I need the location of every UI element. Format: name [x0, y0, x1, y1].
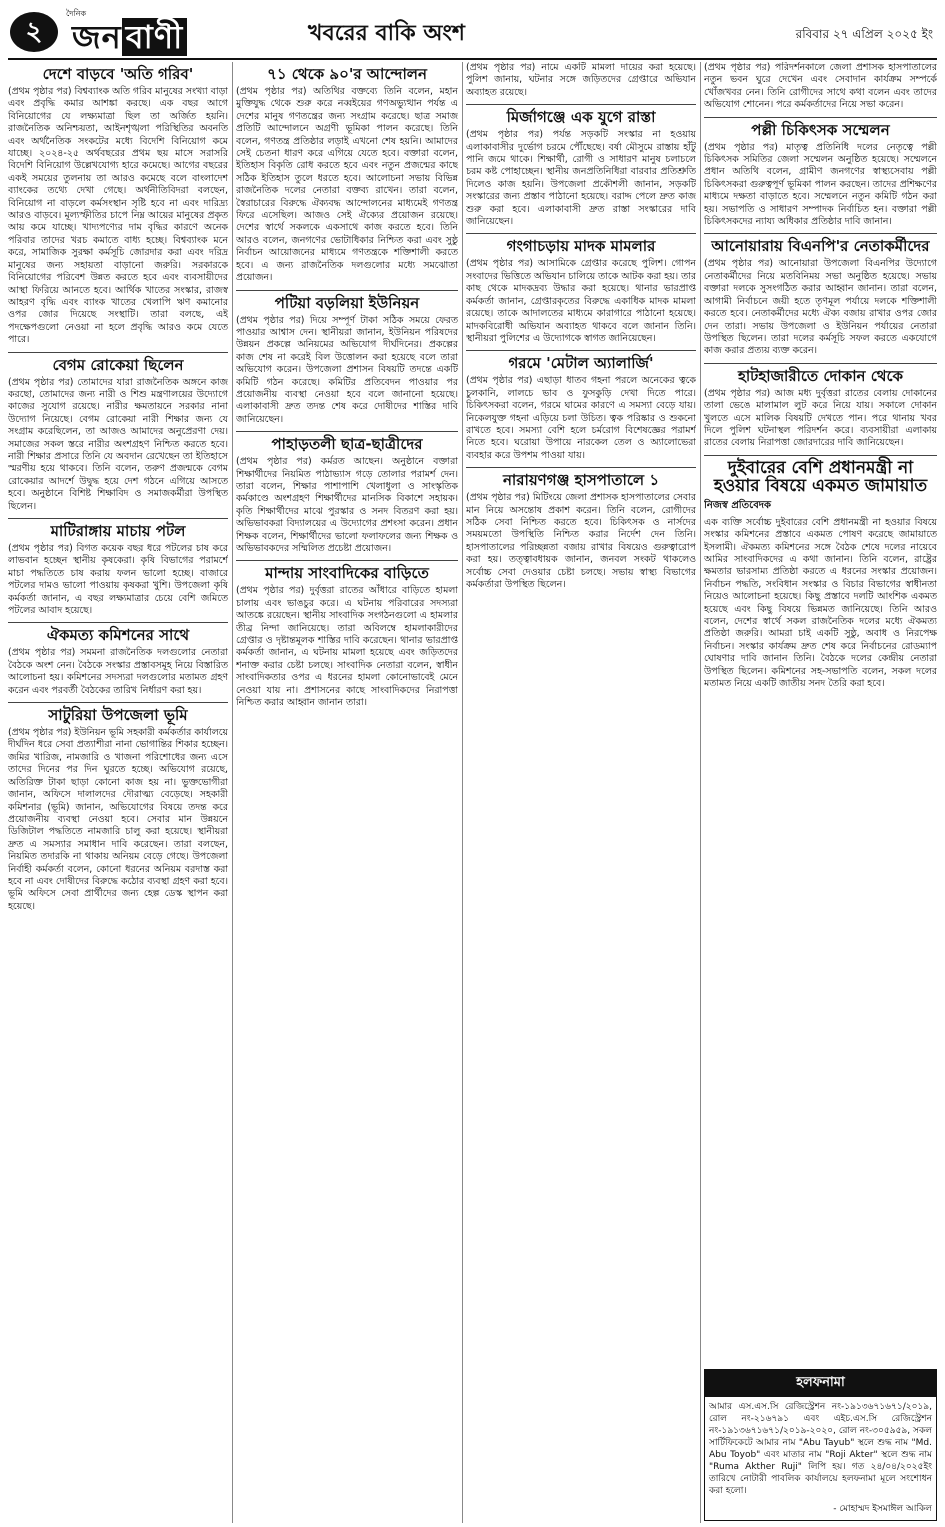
article-headline: মান্দায় সাংবাদিকের বাড়িতে [236, 560, 458, 582]
article-body: (প্রথম পৃষ্ঠার পর) আজ মধ্য দুর্বৃত্তরা রাতের বেলায় দোকানের তালা ভেঙে মালামাল লুট করে নিয়ে যায়। সকালে দোকান খুলতে এসে মালিক বিষয়টি দেখতে পান। পরে থানায় খবর দিলে পুলিশ ঘটনাস্থল পরিদর্শন করে। ব্যবসায়ীরা এলাকায় রাতের বেলায় নিরাপত্তা জোরদারের দাবি জানিয়েছেন। [704, 387, 937, 449]
article [236, 65, 458, 285]
affidavit-notice [704, 1369, 937, 1521]
issue-date: রবিবার ২৭ এপ্রিল ২০২৫ ইং [795, 27, 933, 41]
column-divider [462, 62, 463, 1523]
column-divider [700, 62, 701, 1523]
column-4 [704, 62, 937, 1523]
article-headline: বেগম রোকেয়া ছিলেন [8, 352, 228, 374]
article-headline: গরমে 'মেটাল অ্যালার্জি' [466, 350, 696, 372]
article [466, 350, 696, 462]
column-2 [236, 62, 458, 1523]
article [8, 702, 228, 913]
article [236, 560, 458, 709]
logo-part1: জন [72, 18, 122, 56]
page-number: ২ [10, 12, 58, 52]
article-byline: নিজস্ব প্রতিবেদক [704, 499, 772, 511]
article [704, 455, 937, 691]
article-body: (প্রথম পৃষ্ঠার পর) পর্যন্ত সড়কটি সংস্কার না হওয়ায় এলাকাবাসীর দুর্ভোগ চরমে পৌঁছেছে। বর্ষা মৌসুমে রাস্তায় হাঁটু পানি জমে থাকে। শিক্ষার্থী, রোগী ও সাধারণ মানুষ চলাচলে চরম কষ্ট পোহাচ্ছেন। স্থানীয় জনপ্রতিনিধিরা বারবার প্রতিশ্রুতি দিলেও কাজ হয়নি। উপজেলা প্রকৌশলী জানান, সড়কটি সংস্কারের জন্য প্রস্তাব পাঠানো হয়েছে। বরাদ্দ পেলে দ্রুত কাজ শুরু করা হবে। এলাকাবাসী দ্রুত রাস্তা সংস্কারের দাবি জানিয়েছেন। [466, 129, 696, 228]
article [8, 65, 228, 347]
article-body: এক ব্যক্তি সর্বোচ্চ দুইবারের বেশি প্রধানমন্ত্রী না হওয়ার বিষয়ে সংস্কার কমিশনের প্রস্তাবে একমত পোষণ করেছে জামায়াতে ইসলামী। ঐকমত্য কমিশনের সঙ্গে বৈঠক শেষে দলের নায়েবে আমির সাংবাদিকদের এ কথা জানান। তিনি বলেন, রাষ্ট্রের ক্ষমতার ভারসাম্য প্রতিষ্ঠা করতে এ ধরনের সংস্কার প্রয়োজন। নির্বাচন পদ্ধতি, সংবিধান সংস্কার ও বিচার বিভাগের স্বাধীনতা নিয়েও আলোচনা হয়েছে। কিছু প্রস্তাবে দলটি আংশিক একমত হয়েছে এবং কিছু বিষয়ে ভিন্নমত জানিয়েছে। তিনি আরও বলেন, দেশের স্বার্থে সকল রাজনৈতিক দলের মধ্যে ঐকমত্য প্রতিষ্ঠা জরুরি। আমরা চাই একটি সুষ্ঠু, অবাধ ও নিরপেক্ষ নির্বাচন। সংস্কার কার্যক্রম দ্রুত শেষ করে নির্বাচনের রোডম্যাপ ঘোষণার দাবি জানান তিনি। বৈঠকে দলের কেন্দ্রীয় নেতারা উপস্থিত ছিলেন। কমিশনের সহ-সভাপতি বলেন, সকল দলের মতামত নিয়ে একটি জাতীয় সনদ তৈরি করা হবে। [704, 516, 937, 690]
notice-body: আমার এস.এস.সি রেজিস্ট্রেশন নং-১৯১৩৬৭১৬৭১/২০১৯, রোল নং-২১৬৭৯১ এবং এইচ.এস.সি রেজিস্ট্রেশন নং-১৯১৩৬৭১৬৭১/২০১৯-২০২০, রোল নং-৩০৫৯৫৯, সকল সার্টিফিকেটে আমার নাম "Abu Tayub" স্থলে শুদ্ধ নাম "Md. Abu Toyob" এবং মাতার নাম "Roji Akter" স্থলে শুদ্ধ নাম "Ruma Akther Ruji" লিপি হয়। গত ২৪/০৪/২০২৫ইং তারিখে নোটারী পাবলিক কার্যালয়ে হলফনামা মূলে সংশোধন করা হলো। [709, 1402, 932, 1496]
article [8, 622, 228, 697]
article-headline: নারায়ণগঞ্জ হাসপাতালে ১ [466, 467, 696, 489]
article [704, 233, 937, 357]
article [704, 363, 937, 450]
article-body: (প্রথম পৃষ্ঠার পর) বিগত কয়েক বছর ধরে পটলের চাষ করে লাভবান হচ্ছেন স্থানীয় কৃষকেরা। কৃষি বিভাগের পরামর্শে মাচা পদ্ধতিতে চাষ করায় ফলন ভালো হচ্ছে। বাজারে পটলের দামও ভালো পাওয়ায় কৃষকরা খুশি। উপজেলা কৃষি কর্মকর্তা জানান, এ বছর লক্ষ্যমাত্রার চেয়ে বেশি জমিতে পটলের আবাদ হয়েছে। [8, 543, 228, 617]
article-headline: পাহাড়তলী ছাত্র-ছাত্রীদের [236, 431, 458, 453]
article-body: (প্রথম পৃষ্ঠার পর) তোমাদের যারা রাজনৈতিক অঙ্গনে কাজ করছো, তোমাদের জন্য নারী ও শিশু মন্ত্রণালয়ের উদ্যোগে কাজের সুযোগ রয়েছে। নারীর ক্ষমতায়নে সরকার নানা উদ্যোগ নিয়েছে। বেগম রোকেয়া নারী শিক্ষার জন্য যে সংগ্রাম করেছিলেন, তা আজও আমাদের অনুপ্রেরণা দেয়। সমাজের সকল স্তরে নারীর অংশগ্রহণ নিশ্চিত করতে হবে। নারী শিক্ষার প্রসারে তিনি যে অবদান রেখেছেন তা ইতিহাসে স্মরণীয় হয়ে থাকবে। তিনি বলেন, তরুণ প্রজন্মকে বেগম রোকেয়ার আদর্শে উদ্বুদ্ধ হয়ে দেশ গঠনে এগিয়ে আসতে হবে। অনুষ্ঠানে বিশিষ্ট শিক্ষাবিদ ও সমাজকর্মীরা উপস্থিত ছিলেন। [8, 376, 228, 512]
article [8, 518, 228, 617]
column-1 [8, 62, 228, 1523]
article-body: (প্রথম পৃষ্ঠার পর) এছাড়া ধাতব গহনা পরলে অনেকের ত্বকে চুলকানি, লালচে ভাব ও ফুসকুড়ি দেখা দিতে পারে। চিকিৎসকরা বলেন, গরমে ঘামের কারণে এ সমস্যা বেড়ে যায়। নিকেলযুক্ত গহনা এড়িয়ে চলা উচিত। ত্বক পরিষ্কার ও শুকনো রাখতে হবে। সমস্যা বেশি হলে চর্মরোগ বিশেষজ্ঞের পরামর্শ নিতে হবে। ঘরোয়া উপায়ে নারকেল তেল ও অ্যালোভেরা ব্যবহার করে উপশম পাওয়া যায়। [466, 375, 696, 461]
logo-part2: বাণী [122, 18, 188, 56]
article-body: (প্রথম পৃষ্ঠার পর) নামে একটি মামলা দায়ের করা হয়েছে। পুলিশ জানায়, ঘটনার সঙ্গে জড়িতদের গ্রেপ্তারে অভিযান অব্যাহত রয়েছে। [466, 62, 696, 98]
article-headline: সাটুরিয়া উপজেলা ভূমি [8, 702, 228, 724]
article-body: (প্রথম পৃষ্ঠার পর) মাতৃত্ব প্রতিনিধি দলের নেতৃত্বে পল্লী চিকিৎসক সমিতির জেলা সম্মেলন অনুষ্ঠিত হয়েছে। সম্মেলনে প্রধান অতিথি বলেন, গ্রামীণ জনগণের স্বাস্থ্যসেবায় পল্লী চিকিৎসকরা গুরুত্বপূর্ণ ভূমিকা পালন করছেন। তাদের প্রশিক্ষণের মাধ্যমে দক্ষতা বাড়াতে হবে। সম্মেলনে নতুন কমিটি গঠন করা হয়। সভাপতি ও সাধারণ সম্পাদক নির্বাচিত হন। বক্তারা পল্লী চিকিৎসকদের ন্যায্য অধিকার প্রতিষ্ঠার দাবি জানান। [704, 141, 937, 228]
article [466, 467, 696, 591]
article-body: (প্রথম পৃষ্ঠার পর) কর্মরত আছেন। অনুষ্ঠানে বক্তারা শিক্ষার্থীদের নিয়মিত পাঠাভ্যাস গড়ে তোলার পরামর্শ দেন। তারা বলেন, শিক্ষার পাশাপাশি খেলাধুলা ও সাংস্কৃতিক কর্মকাণ্ডে অংশগ্রহণ শিক্ষার্থীদের মানসিক বিকাশে সহায়ক। কৃতি শিক্ষার্থীদের মাঝে পুরস্কার ও সনদ বিতরণ করা হয়। অভিভাবকরা বিদ্যালয়ের এ উদ্যোগের প্রশংসা করেন। প্রধান শিক্ষক বলেন, শিক্ষার্থীদের ভালো ফলাফলের জন্য শিক্ষক ও অভিভাবকদের সম্মিলিত প্রচেষ্টা প্রয়োজন। [236, 456, 458, 554]
article-body: (প্রথম পৃষ্ঠার পর) সমমনা রাজনৈতিক দলগুলোর নেতারা বৈঠকে অংশ নেন। বৈঠকে সংস্কার প্রস্তাবসমূহ নিয়ে বিস্তারিত আলোচনা হয়। কমিশনের সদস্যরা দলগুলোর মতামত গ্রহণ করেন এবং পরবর্তী বৈঠকের তারিখ নির্ধারণ করা হয়। [8, 647, 228, 696]
article [466, 62, 696, 99]
article [704, 117, 937, 229]
article-columns [8, 62, 937, 1523]
logo-small-text: দৈনিক [66, 9, 87, 18]
article [8, 352, 228, 513]
article-body: (প্রথম পৃষ্ঠার পর) ইউনিয়ন ভূমি সহকারী কর্মকর্তার কার্যালয়ে দীর্ঘদিন ধরে সেবা প্রত্যাশীরা নানা ভোগান্তির শিকার হচ্ছেন। জমির খারিজ, নামজারি ও খাজনা পরিশোধের জন্য এসে তাদের দিনের পর দিন ঘুরতে হচ্ছে। অভিযোগ রয়েছে, অতিরিক্ত টাকা ছাড়া কোনো কাজ হয় না। ভুক্তভোগীরা জানান, অফিসে দালালদের দৌরাত্ম্য বেড়েছে। সহকারী কমিশনার (ভূমি) জানান, অভিযোগের বিষয়ে তদন্ত করে প্রয়োজনীয় ব্যবস্থা নেওয়া হবে। সেবার মান উন্নয়নে ডিজিটাল পদ্ধতিতে নামজারি চালু করা হয়েছে। স্থানীয়রা দ্রুত এ সমস্যার সমাধান দাবি করেছেন। তারা বলছেন, নিয়মিত তদারকি না থাকায় অনিয়ম বেড়ে গেছে। উপজেলা নির্বাহী কর্মকর্তা বলেন, কোনো ধরনের অনিয়ম বরদাস্ত করা হবে না এবং দোষীদের বিরুদ্ধে কঠোর ব্যবস্থা গ্রহণ করা হবে। ভূমি অফিসে সেবা প্রার্থীদের জন্য হেল্প ডেস্ক স্থাপন করা হয়েছে। [8, 727, 228, 912]
article-headline: পটিয়া বড়লিয়া ইউনিয়ন [236, 290, 458, 312]
article-body: (প্রথম পৃষ্ঠার পর) মিটিংয়ে জেলা প্রশাসক হাসপাতালের সেবার মান নিয়ে অসন্তোষ প্রকাশ করেন। তিনি বলেন, রোগীদের সঠিক সেবা নিশ্চিত করতে হবে। চিকিৎসক ও নার্সদের সময়মতো উপস্থিতি নিশ্চিত করার নির্দেশ দেন তিনি। হাসপাতালের পরিচ্ছন্নতা বজায় রাখার বিষয়েও গুরুত্বারোপ করা হয়। তত্ত্বাবধায়ক জানান, জনবল সংকট থাকলেও সর্বোচ্চ সেবা দেওয়ার চেষ্টা চলছে। সভায় স্বাস্থ্য বিভাগের কর্মকর্তারা উপস্থিত ছিলেন। [466, 492, 696, 590]
article-headline: আনোয়ারায় বিএনপি'র নেতাকর্মীদের [704, 233, 937, 255]
article [236, 290, 458, 427]
notice-signature: - মোহাম্মদ ইসমাঈল আকিল [833, 1504, 932, 1514]
article-body: (প্রথম পৃষ্ঠার পর) বিশ্বব্যাংক অতি গরিব মানুষের সংখ্যা বাড়া এবং প্রবৃদ্ধি কমার আশঙ্কা করছে। এক বছর আগে বিনিয়োগের যে লক্ষ্যমাত্রা ছিল তা অর্জিত হয়নি। রাজনৈতিক অনিশ্চয়তা, আইনশৃঙ্খলা পরিস্থিতির অবনতি এবং অর্থনৈতিক সংকটের মধ্যে বিদেশি বিনিয়োগ কমে যাচ্ছে। ২০২৪-২৫ অর্থবছরের প্রথম ছয় মাসে সরাসরি বিদেশি বিনিয়োগ উল্লেখযোগ্য হারে কমেছে। আগের বছরের একই সময়ের তুলনায় তা আরও কমেছে বলে বাংলাদেশ ব্যাংকের তথ্যে দেখা গেছে। অর্থনীতিবিদরা বলছেন, বিনিয়োগ না বাড়লে কর্মসংস্থান সৃষ্টি হবে না এবং দারিদ্র্য আরও বাড়বে। মূল্যস্ফীতির চাপে নিম্ন আয়ের মানুষের প্রকৃত আয় কমে যাচ্ছে। খাদ্যপণ্যের দাম বৃদ্ধির কারণে অনেক পরিবার তাদের খরচ কমাতে বাধ্য হচ্ছে। বিশ্বব্যাংক মনে করে, সামাজিক সুরক্ষা কর্মসূচি জোরদার করা এবং দরিদ্র মানুষের জন্য সহায়তা বাড়ানো জরুরি। সরকারকে বিনিয়োগের পরিবেশ উন্নত করতে হবে এবং ব্যবসায়ীদের আস্থা ফিরিয়ে আনতে হবে। আর্থিক খাতের সংস্কার, রাজস্ব আহরণ বৃদ্ধি এবং ব্যাংক খাতের খেলাপি ঋণ কমানোর ওপর জোর দিয়েছে সংস্থাটি। তারা বলছে, এই পদক্ষেপগুলো নেওয়া না হলে প্রবৃদ্ধি আরও কমে যেতে পারে। [8, 86, 228, 346]
article [466, 233, 696, 345]
article-headline: মির্জাগঞ্জে এক যুগে রাস্তা [466, 104, 696, 126]
section-title: খবরের বাকি অংশ [308, 21, 465, 46]
article-headline: দুইবারের বেশি প্রধানমন্ত্রী না হওয়ার বিষয়ে একমত জামায়াত [704, 455, 937, 495]
article [466, 104, 696, 228]
article-body: (প্রথম পৃষ্ঠার পর) পরিদর্শনকালে জেলা প্রশাসক হাসপাতালের নতুন ভবন ঘুরে দেখেন এবং সেবাদান কার্যক্রম সম্পর্কে খোঁজখবর নেন। তিনি রোগীদের সাথে কথা বলেন এবং তাদের অভিযোগ শোনেন। পরে কর্মকর্তাদের নিয়ে সভা করেন। [704, 62, 937, 111]
masthead [8, 6, 937, 60]
logo-text [72, 12, 187, 66]
article-body: (প্রথম পৃষ্ঠার পর) আসামিকে গ্রেপ্তার করেছে পুলিশ। গোপন সংবাদের ভিত্তিতে অভিযান চালিয়ে তাকে আটক করা হয়। তার কাছ থেকে মাদকদ্রব্য উদ্ধার করা হয়েছে। থানার ভারপ্রাপ্ত কর্মকর্তা জানান, গ্রেপ্তারকৃতের বিরুদ্ধে একাধিক মাদক মামলা রয়েছে। তাকে আদালতের মাধ্যমে কারাগারে পাঠানো হয়েছে। মাদকবিরোধী অভিযান অব্যাহত থাকবে বলে জানান তিনি। স্থানীয়রা পুলিশের এ উদ্যোগকে স্বাগত জানিয়েছেন। [466, 258, 696, 344]
article [236, 431, 458, 555]
notice-title: হলফনামা [705, 1370, 936, 1397]
article-headline: মাটিরাঙ্গায় মাচায় পটল [8, 518, 228, 540]
article-headline: পল্লী চিকিৎসক সম্মেলন [704, 117, 937, 139]
article-body: (প্রথম পৃষ্ঠার পর) অতিথির বক্তব্যে তিনি বলেন, মহান মুক্তিযুদ্ধ থেকে শুরু করে নব্বইয়ের গণঅভ্যুত্থান পর্যন্ত এ দেশের মানুষ গণতন্ত্রের জন্য সংগ্রাম করেছে। ছাত্র সমাজ প্রতিটি আন্দোলনে অগ্রণী ভূমিকা পালন করেছে। তিনি বলেন, গণতন্ত্র প্রতিষ্ঠার লড়াই এখনো শেষ হয়নি। আমাদের সেই চেতনা ধারণ করে এগিয়ে যেতে হবে। বক্তারা বলেন, ইতিহাস বিকৃতি রোধ করতে হবে এবং নতুন প্রজন্মের কাছে সঠিক ইতিহাস তুলে ধরতে হবে। আলোচনা সভায় বিভিন্ন রাজনৈতিক দলের নেতারা বক্তব্য রাখেন। তারা বলেন, স্বৈরাচারের বিরুদ্ধে ঐক্যবদ্ধ আন্দোলনের মাধ্যমেই গণতন্ত্র ফিরে এসেছিল। আজও সেই ঐক্যের প্রয়োজন রয়েছে। দেশের স্বার্থে সকলকে একসাথে কাজ করতে হবে। তিনি আরও বলেন, জনগণের ভোটাধিকার নিশ্চিত করা এবং সুষ্ঠু নির্বাচন আয়োজনের মাধ্যমে গণতন্ত্রকে শক্তিশালী করতে হবে। এ জন্য রাজনৈতিক দলগুলোর মধ্যে সমঝোতা প্রয়োজন। [236, 86, 458, 284]
newspaper-logo [66, 8, 274, 54]
column-divider [232, 62, 233, 1523]
article-body: (প্রথম পৃষ্ঠার পর) দিয়ে সম্পূর্ণ টাকা সঠিক সময়ে ফেরত পাওয়ার আশ্বাস দেন। স্থানীয়রা জানান, ইউনিয়ন পরিষদের উন্নয়ন প্রকল্পে অনিয়মের অভিযোগ দীর্ঘদিনের। প্রকল্পের কাজ শেষ না করেই বিল উত্তোলন করা হয়েছে বলে তারা অভিযোগ করেন। উপজেলা প্রশাসন বিষয়টি তদন্তে একটি কমিটি গঠন করেছে। কমিটির প্রতিবেদন পাওয়ার পর প্রয়োজনীয় ব্যবস্থা নেওয়া হবে বলে জানানো হয়েছে। এলাকাবাসী দ্রুত তদন্ত শেষ করে দোষীদের শাস্তির দাবি জানিয়েছেন। [236, 314, 458, 425]
article-headline: দেশে বাড়বে 'অতি গরিব' [42, 65, 194, 83]
article-headline: ৭১ থেকে ৯০'র আন্দোলন [267, 65, 427, 83]
article-body: (প্রথম পৃষ্ঠার পর) আনোয়ারা উপজেলা বিএনপির উদ্যোগে নেতাকর্মীদের নিয়ে মতবিনিময় সভা অনুষ্ঠিত হয়েছে। সভায় বক্তারা দলকে সুসংগঠিত করার আহ্বান জানান। তারা বলেন, আগামী নির্বাচনে জয়ী হতে তৃণমূল পর্যায়ে দলকে শক্তিশালী করতে হবে। নেতাকর্মীদের মধ্যে ঐক্য বজায় রাখার ওপর জোর দেন তারা। সভায় উপজেলা ও ইউনিয়ন পর্যায়ের নেতারা উপস্থিত ছিলেন। তারা দলের কর্মসূচি সফল করতে একযোগে কাজ করার প্রত্যয় ব্যক্ত করেন। [704, 258, 937, 357]
article [704, 62, 937, 112]
column-3 [466, 62, 696, 1523]
article-headline: ঐকমত্য কমিশনের সাথে [8, 622, 228, 644]
article-headline: হাটহাজারীতে দোকান থেকে [704, 363, 937, 385]
article-headline: গংগাচড়ায় মাদক মামলার [466, 233, 696, 255]
article-body: (প্রথম পৃষ্ঠার পর) দুর্বৃত্তরা রাতের আঁধারে বাড়িতে হামলা চালায় এবং ভাঙচুর করে। এ ঘটনায় পরিবারের সদস্যরা আতঙ্কে রয়েছেন। স্থানীয় সাংবাদিক সংগঠনগুলো এ হামলার তীব্র নিন্দা জানিয়েছে। তারা অবিলম্বে হামলাকারীদের গ্রেপ্তার ও দৃষ্টান্তমূলক শাস্তির দাবি করেছেন। থানার ভারপ্রাপ্ত কর্মকর্তা জানান, এ ঘটনায় মামলা হয়েছে এবং জড়িতদের শনাক্ত করার চেষ্টা চলছে। সাংবাদিক নেতারা বলেন, স্বাধীন সাংবাদিকতার ওপর এ ধরনের হামলা কোনোভাবেই মেনে নেওয়া যায় না। প্রশাসনের কাছে সাংবাদিকদের নিরাপত্তা নিশ্চিত করার আহ্বান জানান তারা। [236, 585, 458, 709]
